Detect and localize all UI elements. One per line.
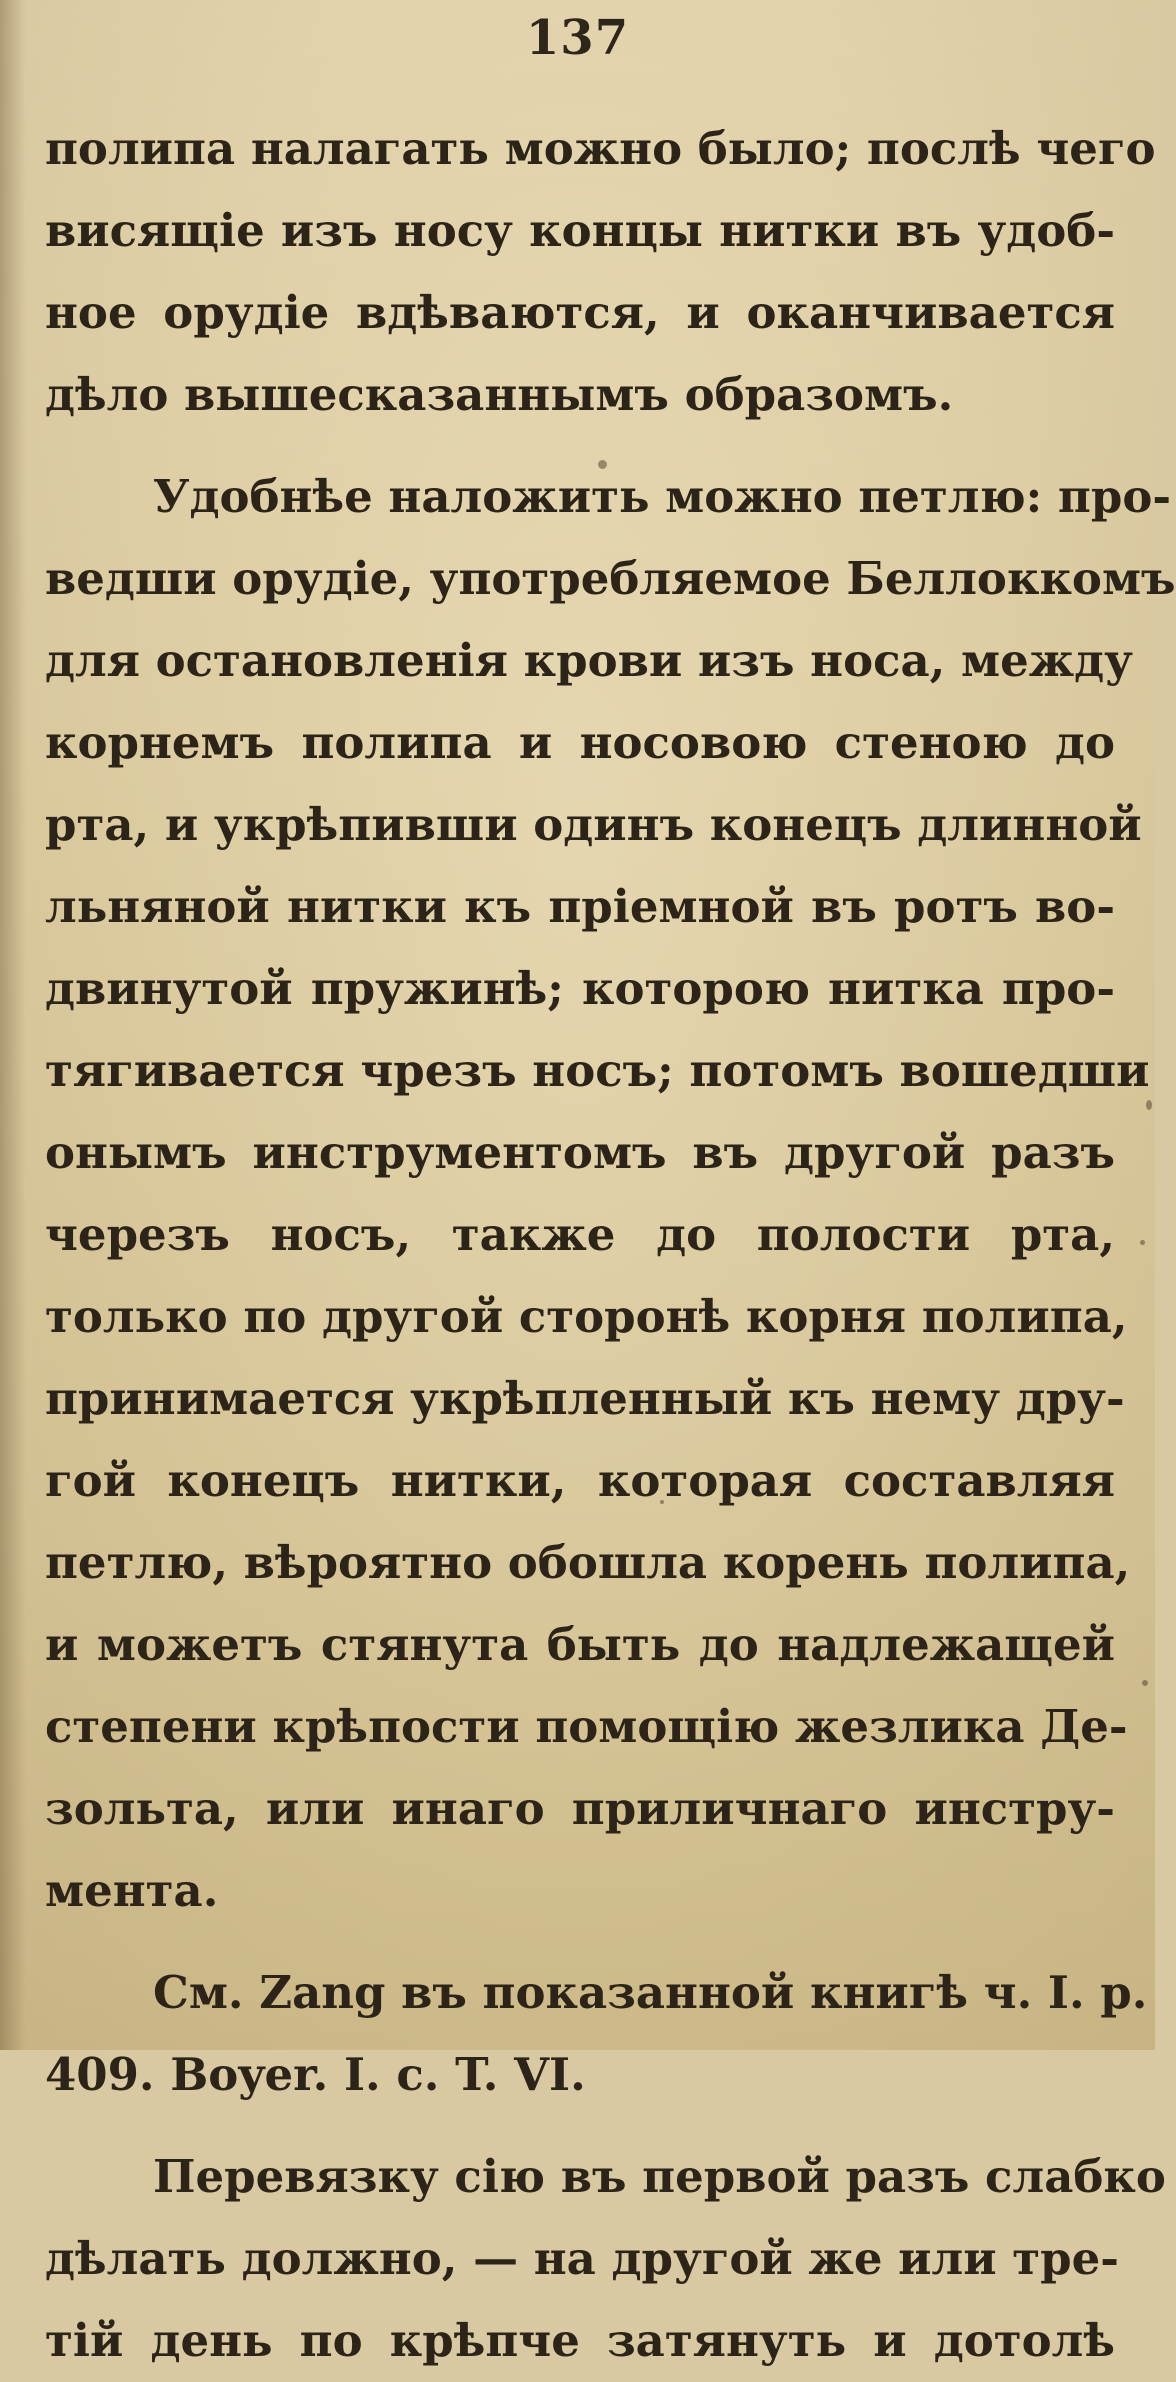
text-line: мента. xyxy=(45,1864,219,1917)
text-line: тягивается чрезъ носъ; потомъ вошедши xyxy=(45,1044,1150,1097)
paragraph-gap xyxy=(45,2116,1115,2136)
text-line: степени крѣпости помощію жезлика Де- xyxy=(45,1700,1128,1753)
text-line: принимается укрѣпленный къ нему дру- xyxy=(45,1372,1125,1425)
text-line: корнемъ полипа и носовою стеною до xyxy=(45,716,1115,769)
paper-speck xyxy=(1142,1680,1148,1686)
text-line: ное орудіе вдѣваются, и оканчивается xyxy=(45,286,1115,339)
text-line: черезъ носъ, также до полости рта, xyxy=(45,1208,1115,1261)
text-line: гой конецъ нитки, которая составляя xyxy=(45,1454,1115,1507)
text-line: Перевязку сію въ первой разъ слабко xyxy=(153,2150,1166,2203)
text-line: двинутой пружинѣ; которою нитка про- xyxy=(45,962,1115,1015)
text-line: рта, и укрѣпивши одинъ конецъ длинной xyxy=(45,798,1142,851)
paragraph-gap xyxy=(45,436,1115,456)
text-line: онымъ инструментомъ въ другой разъ xyxy=(45,1126,1115,1179)
page-number: 137 xyxy=(525,10,630,66)
text-line: для остановленія крови изъ носа, между xyxy=(45,634,1133,687)
text-line: ведши орудіе, употребляемое Беллоккомъ xyxy=(45,552,1176,605)
paragraph-2 xyxy=(45,456,1176,1932)
paragraph-gap xyxy=(45,1932,1115,1952)
text-line: полипа налагать можно было; послѣ чего xyxy=(45,122,1156,175)
paper-speck xyxy=(1146,1100,1152,1110)
paper-speck xyxy=(1140,1240,1145,1245)
text-line: Удобнѣе наложить можно петлю: про- xyxy=(153,470,1172,523)
paragraph-3-reference xyxy=(45,1952,1148,2116)
text-line: дѣлать должно, — на другой же или тре- xyxy=(45,2232,1119,2285)
page-gutter-shadow xyxy=(0,0,26,2050)
text-line: тій день по крѣпче затянуть и дотолѣ xyxy=(45,2314,1115,2367)
text-line: зольта, или инаго приличнаго инстру- xyxy=(45,1782,1115,1835)
page-body xyxy=(45,108,1176,2382)
text-line: дѣло вышесказаннымъ образомъ. xyxy=(45,368,954,421)
text-line: висящіе изъ носу концы нитки въ удоб- xyxy=(45,204,1115,257)
text-line: только по другой сторонѣ корня полипа, xyxy=(45,1290,1128,1343)
paragraph-1 xyxy=(45,108,1156,436)
text-line: льняной нитки къ пріемной въ ротъ во- xyxy=(45,880,1115,933)
paper-speck xyxy=(598,460,607,469)
paper-speck xyxy=(660,1500,664,1504)
text-line: петлю, вѣроятно обошла корень полипа, xyxy=(45,1536,1131,1589)
paragraph-4 xyxy=(45,2136,1166,2382)
text-line: и можетъ стянута быть до надлежащей xyxy=(45,1618,1115,1671)
text-line: См. Zang въ показанной книгѣ ч. I. p. xyxy=(153,1966,1148,2019)
text-line: 409. Boyer. I. c. T. VI. xyxy=(45,2048,586,2101)
